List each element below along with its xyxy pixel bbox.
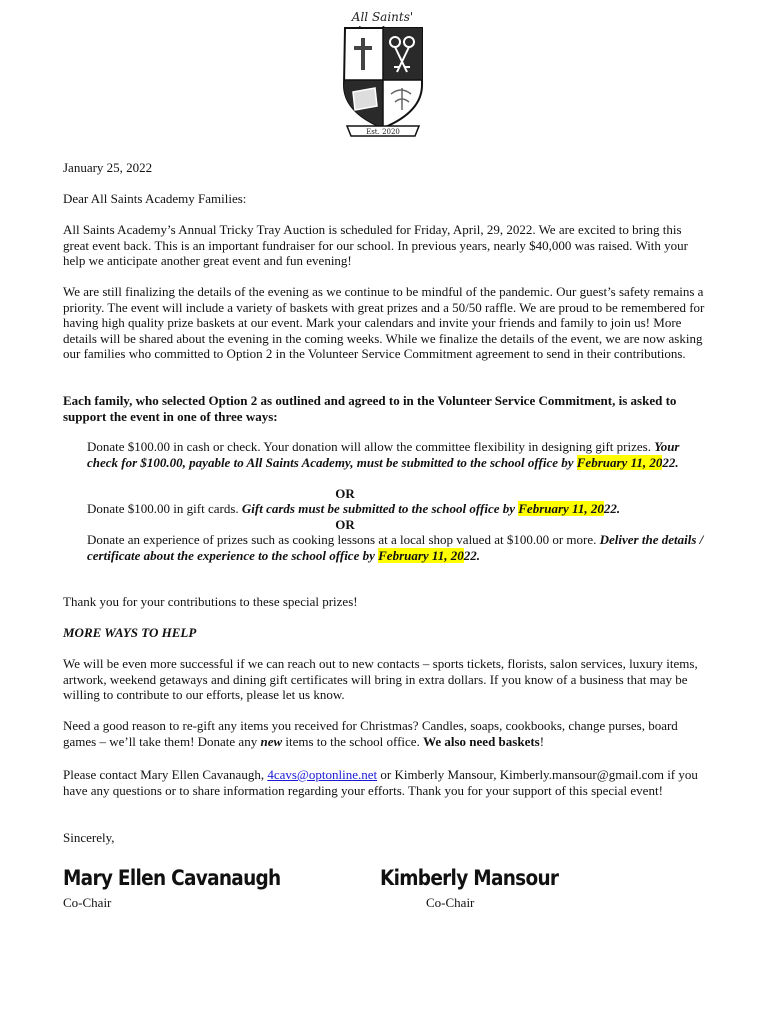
contact-text: Please contact Mary Ellen Cavanaugh, bbox=[63, 767, 265, 782]
paragraph-regift bbox=[63, 718, 708, 749]
regift-text-2: items to the school office. bbox=[285, 733, 420, 749]
signature-kimberly: Kimberly Mansour bbox=[380, 866, 559, 890]
letter-date: January 25, 2022 bbox=[63, 160, 153, 175]
option-experience-instruction: Deliver the details / certificate about the experience to the school office by bbox=[87, 532, 704, 563]
paragraph-intro: All Saints Academy’s Annual Tricky Tray Auction is scheduled for Friday, April, 29, 2022. We are excited to bring this great event back. This is an important fundraiser for our school. In previous years, nearly $40,000 was raised. With your help we anticipate another great event and fun evening! bbox=[63, 222, 688, 268]
logo-title: All Saints' bbox=[351, 10, 414, 24]
paragraph-details: We are still finalizing the details of the evening as we continue to be mindful of the pandemic. Our guest’s safety remains a priority. The event will include a variety of baskets with great prizes and a 50/50 raffle. We are proud to be remembered for having high quality prize baskets at our event. Mark your calendars and invite your friends and family to join us! More details will be shared about the evening in the coming weeks. While we finalize the details of the event, we are now asking our families who committed to Option 2 in the Volunteer Service Commitment agreement to send in their contributions. bbox=[63, 284, 705, 361]
signature-mary-ellen: Mary Ellen Cavanaugh bbox=[63, 866, 281, 890]
paragraph-contacts: We will be even more successful if we can reach out to new contacts – sports tickets, florists, salon services, luxury items, artwork, weekend getaways and dining gift certificates will bring in extra dollars. If you know of a business that may be willing to contribute to our efforts, please let us know. bbox=[63, 656, 698, 702]
option-gift-cards-deadline: February 11, 20 bbox=[518, 501, 604, 516]
paragraph-contact-info bbox=[63, 767, 708, 798]
option-experience-text: Donate an experience of prizes such as cooking lessons at a local shop valued at $100.00 or more. bbox=[87, 532, 597, 547]
option-cash-text: Donate $100.00 in cash or check. Your donation will allow the committee flexibility in designing gift prizes. bbox=[87, 439, 651, 454]
or-divider-1: OR bbox=[335, 486, 355, 501]
role-cochair-1: Co-Chair bbox=[63, 895, 112, 910]
option-cash-instruction: Your check for $100.00, payable to All Saints Academy, must be submitted to the school office by bbox=[87, 439, 680, 470]
contact-text-2: or Kimberly Mansour, Kimberly.mansour@gmail.com if you have any questions or to share information regarding your efforts. Thank you for your support of this special event! bbox=[63, 767, 698, 798]
option-experience-deadline: February 11, 20 bbox=[378, 547, 464, 563]
regift-end: ! bbox=[539, 733, 545, 749]
option-gift-cards-instruction: Gift cards must be submitted to the school office by bbox=[241, 501, 515, 516]
option-cash-deadline: February 11, 20 bbox=[576, 454, 663, 470]
option-gift-cards-text: Donate $100.00 in gift cards. bbox=[87, 501, 239, 516]
paragraph-option2: Each family, who selected Option 2 as outlined and agreed to in the Volunteer Service Commitment, is asked to support the event in one of three ways: bbox=[63, 393, 677, 424]
email-link[interactable]: 4cavs@optonline.net bbox=[267, 767, 378, 782]
option-cash-deadline-end: 22. bbox=[662, 454, 679, 470]
regift-new: new bbox=[260, 733, 283, 749]
logo-year: Est. 2020 bbox=[366, 128, 400, 136]
option-cash-check bbox=[87, 439, 707, 470]
crest-icon bbox=[325, 10, 440, 140]
regift-text: Need a good reason to re-gift any items you received for Christmas? Candles, soaps, cookbooks, change purses, board games – we’ll take them! Donate any bbox=[63, 718, 678, 749]
option-experience bbox=[87, 532, 707, 563]
thanks-line: Thank you for your contributions to these special prizes! bbox=[63, 594, 358, 609]
letter-greeting: Dear All Saints Academy Families: bbox=[63, 191, 247, 206]
school-crest-logo bbox=[325, 10, 440, 140]
closing: Sincerely, bbox=[63, 830, 115, 845]
or-divider-2: OR bbox=[335, 517, 355, 532]
option-gift-cards bbox=[87, 501, 707, 517]
role-cochair-2: Co-Chair bbox=[426, 895, 475, 910]
baskets-needed: We also need baskets bbox=[423, 733, 540, 749]
option-experience-deadline-end: 22. bbox=[463, 547, 480, 563]
more-ways-heading: MORE WAYS TO HELP bbox=[63, 625, 197, 640]
option-gift-cards-deadline-end: 22. bbox=[603, 501, 621, 516]
book-icon bbox=[353, 88, 377, 110]
